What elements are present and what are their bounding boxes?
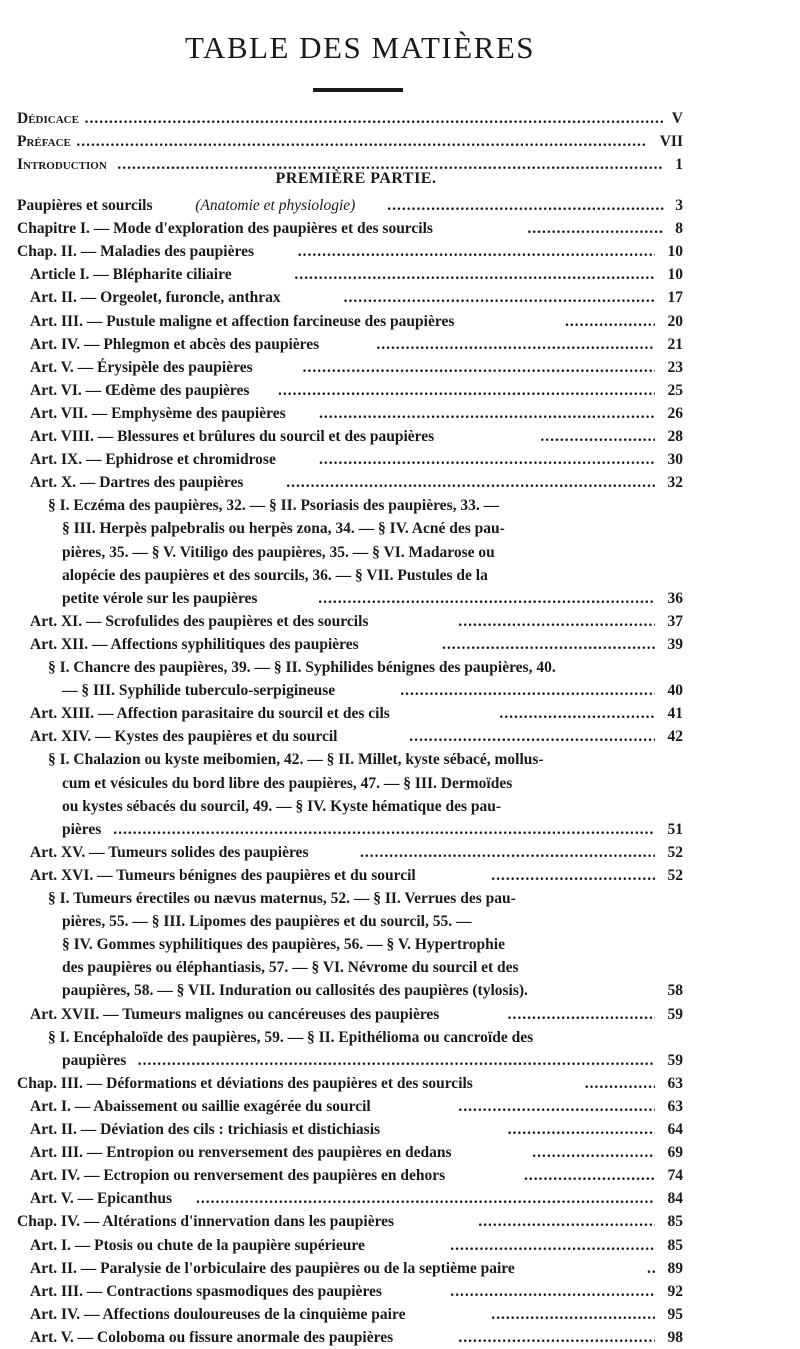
entry-page-number: 52 (667, 866, 683, 884)
entry-label: Art. III. — Contractions spasmodiques des paupières (30, 1282, 382, 1300)
dot-leader (387, 195, 664, 217)
subsection-entry[interactable] (0, 1050, 800, 1072)
subsection-line: § I. Eczéma des paupières, 32. — § II. Psoriasis des paupières, 33. — (48, 497, 500, 515)
toc-entry[interactable] (0, 1142, 800, 1164)
toc-entry[interactable] (0, 1004, 800, 1026)
entry-page-number: 40 (667, 682, 683, 700)
toc-entry[interactable] (0, 1188, 800, 1210)
toc-entry[interactable] (0, 1258, 800, 1280)
entry-page-number: 63 (667, 1097, 683, 1115)
entry-page-number: 85 (667, 1213, 683, 1231)
entry-page-number: 59 (667, 1051, 683, 1069)
entry-page-number: 51 (667, 820, 683, 838)
entry-label: Art. V. — Epicanthus (30, 1190, 172, 1208)
subsection-line: des paupières ou éléphantiasis, 57. — § VI. Névrome du sourcil et des (62, 959, 519, 977)
entry-page-number: 41 (667, 705, 683, 723)
entry-label: Chap. III. — Déformations et déviations des paupières et des sourcils (17, 1074, 473, 1092)
toc-entry[interactable] (0, 472, 800, 494)
subsection-line: § I. Chalazion ou kyste meibomien, 42. — § II. Millet, kyste sébacé, mollus- (48, 751, 544, 769)
entry-page-number: 74 (667, 1167, 683, 1185)
dot-leader (442, 634, 655, 656)
entry-page-number: 63 (667, 1074, 683, 1092)
subsection-entry[interactable] (0, 819, 800, 841)
dot-leader (376, 334, 655, 356)
toc-entry[interactable] (0, 426, 800, 448)
entry-label: Art. II. — Déviation des cils : trichiasis et distichiasis (30, 1121, 381, 1138)
entry-page-number: 26 (667, 404, 683, 422)
toc-entry[interactable] (0, 380, 800, 402)
entry-page-number: 52 (667, 843, 683, 861)
subsection-line: ou kystes sébacés du sourcil, 49. — § IV. Kyste hématique des pau- (62, 797, 502, 815)
dot-leader (400, 680, 655, 702)
subsection-line: pières, 55. — § III. Lipomes des paupières et du sourcil, 55. — (62, 913, 472, 931)
entry-label: Art. I. — Ptosis ou chute de la paupière supérieure (30, 1236, 365, 1254)
part-heading: PREMIÈRE PARTIE. (275, 170, 437, 187)
toc-entry[interactable] (0, 264, 800, 286)
subsection-line: alopécie des paupières et des sourcils, 36. — § VII. Pustules de la (62, 566, 488, 584)
toc-entry[interactable] (0, 842, 800, 864)
front-matter-entry[interactable] (0, 154, 800, 176)
entry-label: Art. XII. — Affections syphilitiques des paupières (30, 635, 359, 653)
entry-label: Art. IV. — Phlegmon et abcès des paupières (30, 335, 320, 353)
toc-entry[interactable] (0, 1096, 800, 1118)
subsection-line: § I. Encéphaloïde des paupières, 59. — § II. Epithélioma ou cancroïde des (48, 1028, 534, 1046)
entry-page-number: 64 (667, 1121, 683, 1138)
entry-page-number: 21 (667, 335, 683, 353)
subsection-line: § III. Herpès palpebralis ou herpès zona, 34. — § IV. Acné des pau- (62, 520, 505, 538)
dot-leader (76, 131, 646, 153)
dot-leader (319, 449, 655, 471)
entry-label: Art. IV. — Ectropion ou renversement des paupières en dehors (30, 1167, 446, 1185)
dot-leader (491, 865, 655, 887)
toc-entry[interactable] (0, 1119, 800, 1141)
dot-leader (647, 1258, 655, 1280)
entry-page-number: 8 (675, 220, 683, 238)
toc-entry[interactable] (0, 865, 800, 887)
entry-page-number: 3 (675, 197, 683, 214)
subsection-entry[interactable] (0, 588, 800, 610)
toc-entry[interactable] (0, 334, 800, 356)
toc-entry[interactable] (0, 403, 800, 425)
entry-label: paupières, 58. — § VII. Induration ou callosités des paupières (tylosis). (62, 982, 528, 1000)
entry-page-number: 25 (667, 381, 683, 399)
entry-label: Préface (17, 133, 71, 150)
dot-leader (298, 241, 655, 263)
entry-label: Art. XV. — Tumeurs solides des paupières (30, 843, 309, 861)
subsection-line: § I. Tumeurs érectiles ou nævus maternus, 52. — § II. Verrues des pau- (48, 890, 516, 907)
dot-leader (409, 726, 655, 748)
toc-entry[interactable] (0, 1165, 800, 1187)
dot-leader (450, 1281, 655, 1303)
entry-label: Art. II. — Orgeolet, furoncle, anthrax (30, 289, 281, 307)
entry-page-number: 17 (667, 289, 683, 307)
entry-label: Art. XI. — Scrofulides des paupières et des sourcils (30, 612, 369, 630)
front-matter-entry[interactable] (0, 108, 800, 130)
entry-label: — § III. Syphilide tuberculo-serpigineuse (62, 682, 336, 700)
entry-label: Art. VIII. — Blessures et brûlures du sourcil et des paupières (30, 428, 435, 445)
entry-page-number: 92 (667, 1282, 683, 1300)
front-matter-entry[interactable] (0, 131, 800, 153)
entry-page-number: 95 (667, 1305, 683, 1323)
toc-entry[interactable] (0, 311, 800, 333)
dot-leader (458, 1327, 655, 1349)
entry-label: Art. III. — Entropion ou renversement des paupières en dedans (30, 1144, 452, 1162)
entry-page-number: 10 (667, 266, 683, 284)
entry-page-number: V (671, 110, 683, 127)
entry-label: Art. IX. — Ephidrose et chromidrose (30, 451, 276, 469)
entry-page-number: 23 (667, 358, 683, 376)
subsection-entry[interactable] (0, 980, 800, 1002)
entry-page-number: 20 (667, 312, 683, 330)
subsection-line: § IV. Gommes syphilitiques des paupières, 56. — § V. Hypertrophie (62, 936, 505, 954)
entry-label: Chapitre I. — Mode d'exploration des paupières et des sourcils (17, 220, 433, 238)
dot-leader (138, 1050, 655, 1072)
dot-leader (565, 311, 655, 333)
dot-leader (458, 1096, 655, 1118)
dot-leader (294, 264, 655, 286)
entry-label: Dédicace (17, 110, 79, 127)
entry-label: Art. XVI. — Tumeurs bénignes des paupières et du sourcil (30, 866, 416, 884)
part-intro-entry[interactable] (0, 195, 800, 217)
entry-page-number: 58 (667, 982, 683, 1000)
dot-leader (196, 1188, 655, 1210)
entry-page-number: 69 (667, 1144, 683, 1162)
subsection-line: cum et vésicules du bord libre des paupières, 47. — § III. Dermoïdes (62, 774, 513, 792)
entry-label: Art. VII. — Emphysème des paupières (30, 404, 286, 422)
toc-entry[interactable] (0, 241, 800, 263)
subsection-line: § I. Chancre des paupières, 39. — § II. Syphilides bénignes des paupières, 40. (48, 659, 556, 676)
dot-leader (85, 108, 664, 130)
dot-leader (319, 403, 655, 425)
toc-entry[interactable] (0, 1211, 800, 1233)
toc-entry[interactable] (0, 1235, 800, 1257)
dot-leader (478, 1211, 655, 1233)
entry-page-number: 37 (667, 612, 683, 630)
dot-leader (491, 1304, 655, 1326)
entry-page-number: 98 (667, 1328, 683, 1346)
entry-label: Paupières et sourcils (17, 197, 153, 214)
entry-label: Chap. IV. — Altérations d'innervation dans les paupières (17, 1213, 395, 1231)
toc-entry[interactable] (0, 287, 800, 309)
entry-page-number: 85 (667, 1236, 683, 1254)
entry-page-number: 39 (667, 635, 683, 653)
entry-label: pières (62, 820, 102, 838)
toc-entry[interactable] (0, 449, 800, 471)
entry-page-number: VII (659, 133, 683, 150)
entry-page-number: 10 (667, 243, 683, 261)
entry-page-number: 59 (667, 1005, 683, 1023)
toc-entry[interactable] (0, 357, 800, 379)
page-title: TABLE DES MATIÈRES (184, 30, 536, 65)
entry-subtitle: (Anatomie et physiologie) (195, 197, 356, 214)
entry-label: Art. VI. — Œdème des paupières (30, 381, 250, 399)
entry-label: Art. II. — Paralysie de l'orbiculaire des paupières ou de la septième paire (30, 1259, 515, 1277)
dot-leader (540, 426, 655, 448)
entry-page-number: 28 (667, 428, 683, 445)
dot-leader (278, 380, 655, 402)
entry-page-number: 89 (667, 1259, 683, 1277)
toc-entry[interactable] (0, 218, 800, 240)
dot-leader (286, 472, 655, 494)
toc-entry[interactable] (0, 1073, 800, 1095)
entry-page-number: 36 (667, 589, 683, 607)
dot-leader (117, 154, 664, 176)
entry-page-number: 32 (667, 474, 683, 492)
dot-leader (360, 842, 655, 864)
entry-label: paupières (62, 1051, 127, 1069)
entry-page-number: 30 (667, 451, 683, 469)
toc-entry[interactable] (0, 1327, 800, 1349)
dot-leader (450, 1235, 655, 1257)
entry-label: Article I. — Blépharite ciliaire (30, 266, 232, 284)
dot-leader (318, 588, 655, 610)
entry-label: Art. V. — Érysipèle des paupières (30, 358, 253, 376)
entry-label: Art. XIII. — Affection parasitaire du sourcil et des cils (30, 705, 390, 723)
toc-entry[interactable] (0, 703, 800, 725)
title-rule (313, 88, 403, 92)
entry-label: Chap. II. — Maladies des paupières (17, 243, 254, 261)
entry-label: Introduction (17, 156, 107, 173)
entry-page-number: 1 (675, 156, 683, 173)
dot-leader (458, 611, 655, 633)
entry-label: Art. X. — Dartres des paupières (30, 474, 244, 492)
dot-leader (113, 819, 655, 841)
toc-entry[interactable] (0, 1304, 800, 1326)
entry-label: Art. V. — Coloboma ou fissure anormale des paupières (30, 1328, 394, 1346)
subsection-line: pières, 35. — § V. Vitiligo des paupières, 35. — § VI. Madarose ou (62, 543, 495, 561)
dot-leader (585, 1073, 655, 1095)
dot-leader (508, 1119, 655, 1141)
entry-label: Art. XVII. — Tumeurs malignes ou cancéreuses des paupières (30, 1005, 440, 1023)
entry-page-number: 42 (667, 728, 683, 746)
dot-leader (508, 1004, 655, 1026)
entry-label: Art. IV. — Affections douloureuses de la cinquième paire (30, 1305, 406, 1323)
dot-leader (532, 1142, 655, 1164)
toc-entry[interactable] (0, 611, 800, 633)
toc-entry[interactable] (0, 634, 800, 656)
entry-label: Art. I. — Abaissement ou saillie exagérée du sourcil (30, 1097, 371, 1115)
dot-leader (303, 357, 655, 379)
entry-label: Art. III. — Pustule maligne et affection farcineuse des paupières (30, 312, 455, 330)
toc-entry[interactable] (0, 1281, 800, 1303)
entry-page-number: 84 (667, 1190, 683, 1208)
entry-label: Art. XIV. — Kystes des paupières et du sourcil (30, 728, 338, 746)
toc-entry[interactable] (0, 726, 800, 748)
subsection-entry[interactable] (0, 680, 800, 702)
dot-leader (524, 1165, 655, 1187)
dot-leader (344, 287, 655, 309)
dot-leader (527, 218, 664, 240)
dot-leader (499, 703, 655, 725)
entry-label: petite vérole sur les paupières (62, 589, 258, 607)
